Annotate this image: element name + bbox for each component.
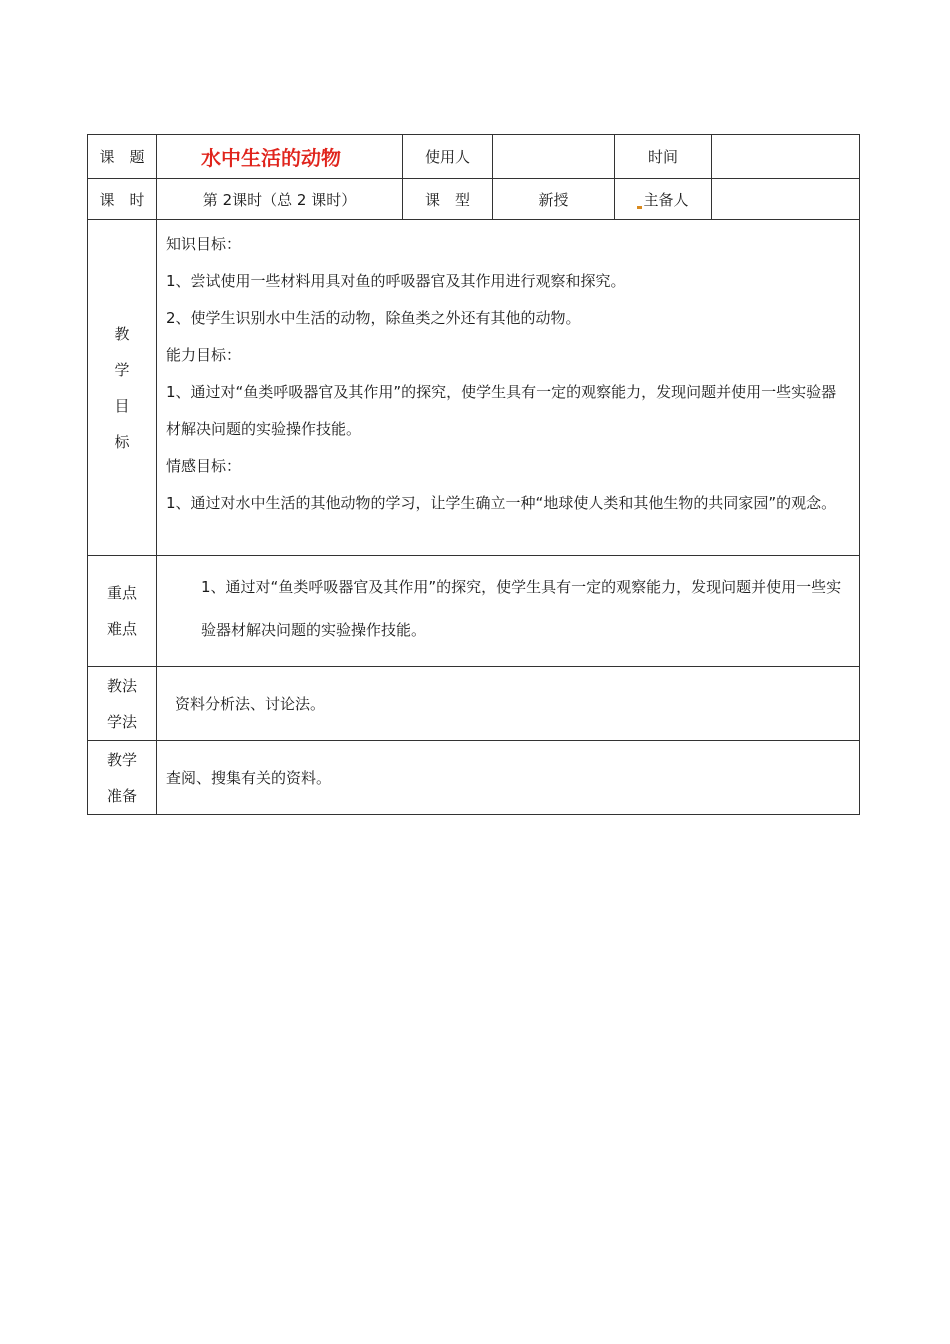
preparer-value [712, 179, 860, 220]
objective-item: 1、尝试使用一些材料用具对鱼的呼吸器官及其作用进行观察和探究。 [166, 272, 626, 290]
objectives-content [157, 220, 860, 556]
topic-label: 课 题 [88, 135, 157, 179]
preparation-label-line: 教学 [106, 750, 137, 769]
key-points-text: 1、通过对“鱼类呼吸器官及其作用”的探究，使学生具有一定的观察能力，发现问题并使用一些实验器材解决问题的实验操作技能。 [157, 556, 860, 667]
type-value: 新授 [493, 179, 615, 220]
time-label: 时间 [615, 135, 712, 179]
preparation-row [88, 741, 860, 815]
objective-item: 2、使学生识别水中生活的动物，除鱼类之外还有其他的动物。 [166, 309, 581, 327]
methods-label-line: 学法 [106, 712, 137, 731]
key-points-label-line: 重点 [106, 584, 137, 602]
preparation-text: 查阅、搜集有关的资料。 [157, 741, 860, 815]
objectives-row [88, 220, 860, 556]
objective-item: 1、通过对“鱼类呼吸器官及其作用”的探究，使学生具有一定的观察能力，发现问题并使用一些实验器材解决问题的实验操作技能。 [166, 383, 837, 438]
key-points-label-line: 难点 [106, 620, 137, 638]
header-row-1 [88, 135, 860, 179]
methods-row [88, 667, 860, 741]
period-label: 课 时 [88, 179, 157, 220]
objectives-label-char: 标 [114, 432, 130, 451]
objectives-label [88, 220, 157, 556]
user-value [493, 135, 615, 179]
topic-value: 水中生活的动物 [157, 135, 403, 179]
emotion-heading: 情感目标： [166, 457, 242, 475]
objective-item: 1、通过对水中生活的其他动物的学习，让学生确立一种“地球使人类和其他生物的共同家园”的观念。 [166, 494, 837, 512]
header-row-2 [88, 179, 860, 220]
methods-text: 资料分析法、讨论法。 [157, 667, 860, 741]
user-label: 使用人 [403, 135, 493, 179]
objectives-label-char: 目 [114, 396, 130, 415]
lesson-plan-table [87, 134, 860, 815]
preparer-cell [615, 179, 712, 220]
ability-heading: 能力目标： [166, 346, 242, 364]
methods-label [88, 667, 157, 741]
time-value [712, 135, 860, 179]
objectives-label-char: 教 [114, 324, 130, 343]
preparer-label: 主备人 [643, 190, 689, 209]
preparation-label-line: 准备 [106, 786, 137, 805]
key-points-row [88, 556, 860, 667]
period-value: 第 2课时（总 2 课时） [157, 179, 403, 220]
objectives-label-char: 学 [114, 360, 130, 379]
methods-label-line: 教法 [106, 676, 137, 695]
knowledge-heading: 知识目标： [166, 235, 242, 253]
type-label: 课 型 [403, 179, 493, 220]
preparation-label [88, 741, 157, 815]
marker-icon [637, 206, 642, 209]
key-points-label [88, 556, 157, 667]
